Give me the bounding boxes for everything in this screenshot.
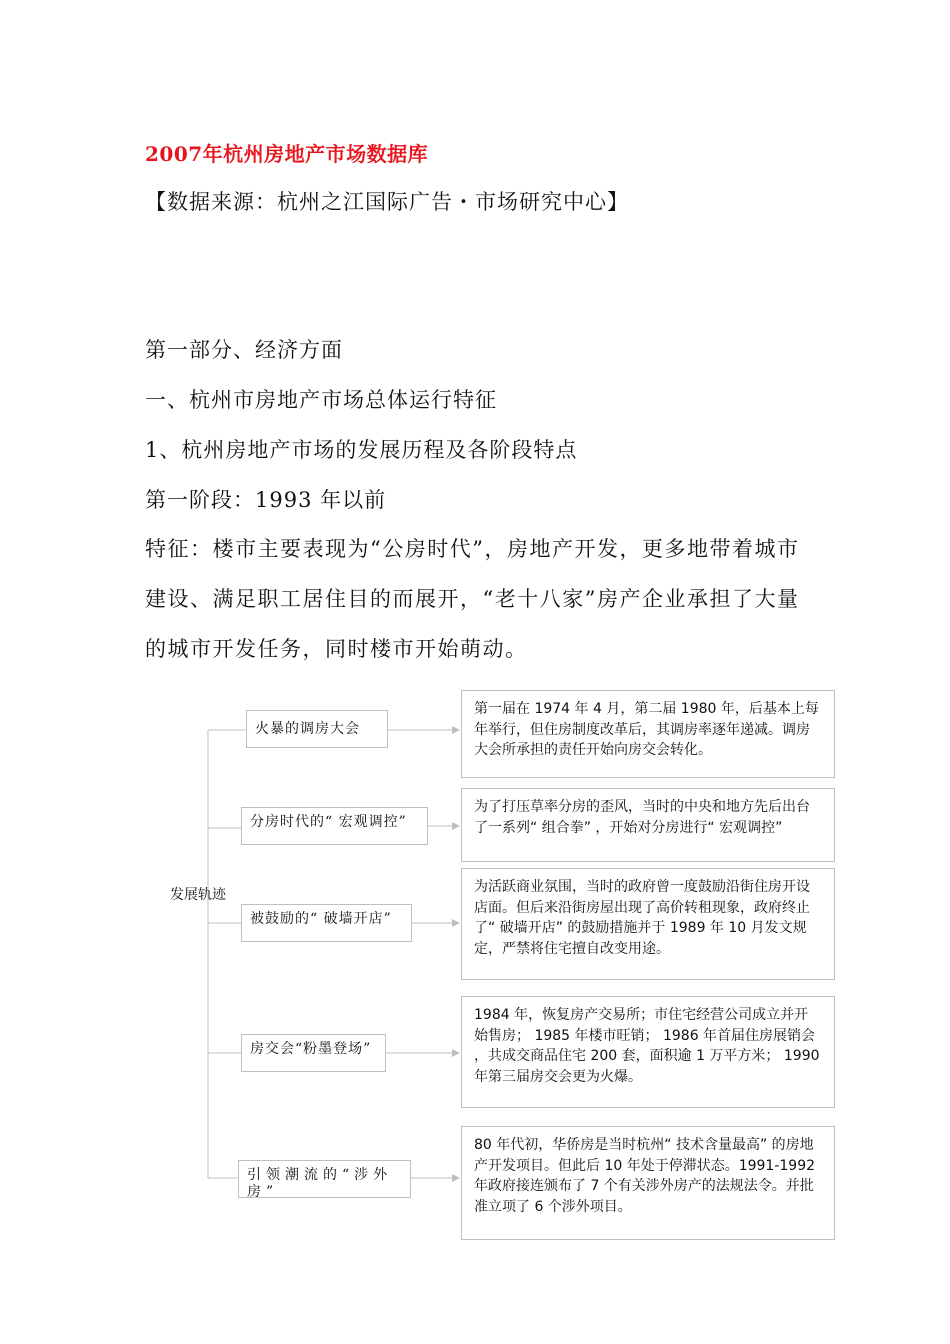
branch-desc-3: 为活跃商业氛围，当时的政府曾一度鼓励沿街住房开设店面。但后来沿街房屋出现了高价转租现象，政府终止了“ 破墙开店” 的鼓励措施并于 1989 年 10 月发文规定，严禁将住宅擅自改变用途。 (461, 868, 835, 980)
branch-node-2: 分房时代的“ 宏观调控” (241, 807, 428, 845)
branch-node-5: 引领潮流的“涉外房” (238, 1160, 411, 1198)
stage-heading: 第一阶段：1993 年以前 (145, 488, 387, 512)
branch-node-3: 被鼓励的“ 破墙开店” (241, 904, 412, 942)
branch-node-4: 房交会“粉墨登场” (241, 1034, 386, 1072)
branch-desc-4: 1984 年，恢复房产交易所；市住宅经营公司成立并开始售房； 1985 年楼市旺销； 1986 年首届住房展销会 ，共成交商品住宅 200 套，面积逾 1 万平方米； 1990 年第三届房交会更为火爆。 (461, 996, 835, 1108)
data-source: 【数据来源：杭州之江国际广告・市场研究中心】 (145, 190, 629, 214)
branch-node-1: 火暴的调房大会 (246, 710, 388, 748)
part-heading: 第一部分、经济方面 (145, 338, 343, 362)
branch-desc-1: 第一届在 1974 年 4 月，第二届 1980 年，后基本上每年举行，但住房制度改革后，其调房率逐年递减。调房大会所承担的责任开始向房交会转化。 (461, 690, 835, 778)
document-title: 2007年杭州房地产市场数据库 (145, 142, 429, 166)
diagram-root-label: 发展轨迹 (170, 887, 226, 903)
branch-desc-5: 80 年代初，华侨房是当时杭州“ 技术含量最高” 的房地产开发项目。但此后 10 年处于停滞状态。1991-1992 年政府接连颁布了 7 个有关涉外房产的法规法令。并批准立项了 6 个涉外项目。 (461, 1126, 835, 1240)
branch-desc-2: 为了打压草率分房的歪风，当时的中央和地方先后出台了一系列“ 组合拳” ，开始对分房进行“ 宏观调控” (461, 788, 835, 862)
features-paragraph: 特征：楼市主要表现为“公房时代”，房地产开发，更多地带着城市建设、满足职工居住目的而展开，“老十八家”房产企业承担了大量的城市开发任务，同时楼市开始萌动。 (145, 537, 800, 661)
section-heading: 一、杭州市房地产市场总体运行特征 (145, 388, 497, 412)
subsection-heading: 1、杭州房地产市场的发展历程及各阶段特点 (145, 438, 578, 462)
